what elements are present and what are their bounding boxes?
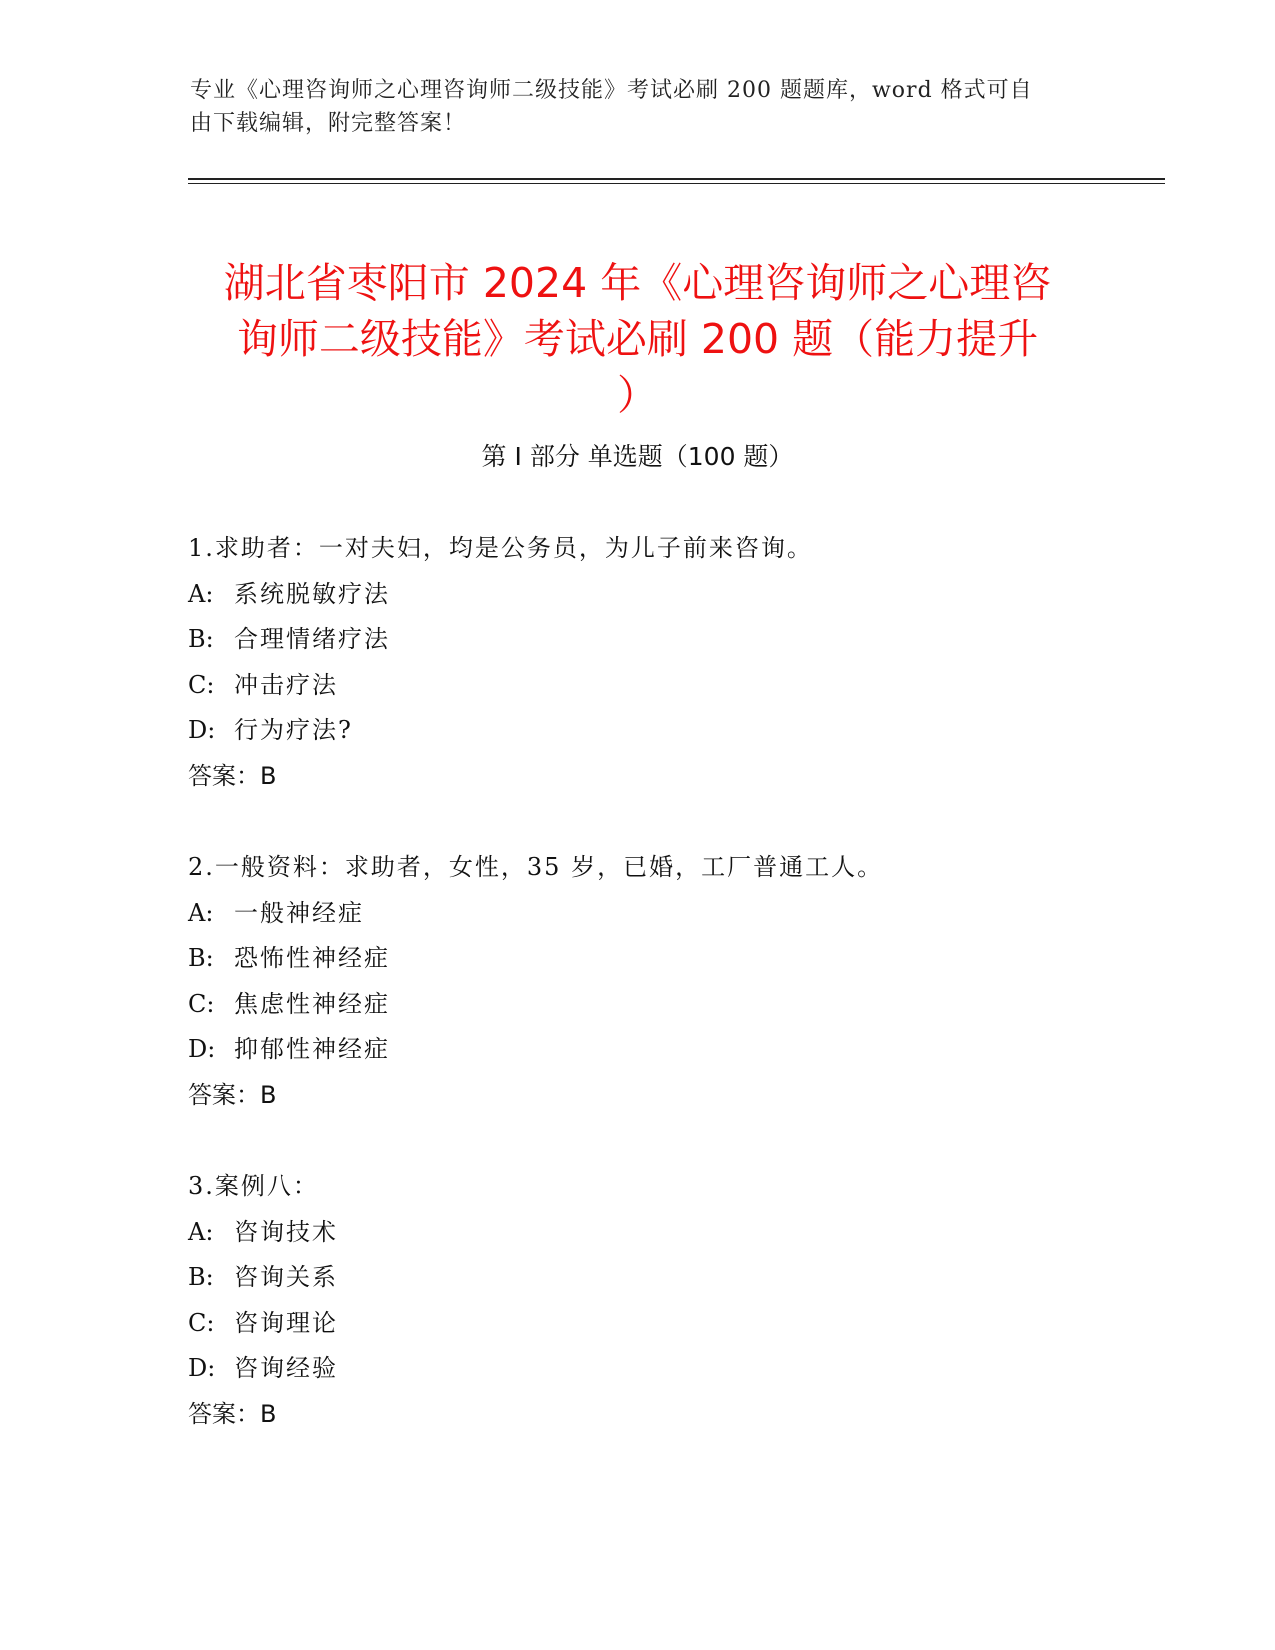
option-letter: A: bbox=[188, 579, 214, 608]
answer: 答案：B bbox=[188, 761, 277, 790]
option-c bbox=[188, 663, 1148, 709]
document-title-line-3: ） bbox=[617, 371, 658, 420]
option-c bbox=[188, 982, 1148, 1028]
question-stem: 1.求助者：一对夫妇，均是公务员，为儿子前来咨询。 bbox=[188, 534, 813, 562]
question-1 bbox=[188, 526, 1148, 799]
option-letter: A: bbox=[188, 898, 214, 927]
option-letter: B: bbox=[188, 944, 214, 972]
option-text: 冲击疗法 bbox=[234, 670, 338, 699]
question-3 bbox=[188, 1164, 1148, 1437]
option-text: 咨询理论 bbox=[234, 1308, 338, 1337]
section-title: 第 I 部分 单选题（100 题） bbox=[481, 442, 794, 471]
answer: 答案：B bbox=[188, 1399, 277, 1428]
answer: 答案：B bbox=[188, 1080, 277, 1109]
document-title bbox=[150, 255, 1125, 423]
option-a bbox=[188, 572, 1148, 618]
option-d bbox=[188, 1027, 1148, 1073]
option-letter: A: bbox=[188, 1217, 214, 1246]
option-text: 焦虑性神经症 bbox=[234, 989, 390, 1018]
option-letter: C: bbox=[188, 670, 215, 699]
option-b bbox=[188, 1255, 1148, 1301]
header-note-line-1: 专业《心理咨询师之心理咨询师二级技能》考试必刷 200 题题库，word 格式可自 bbox=[190, 78, 1033, 103]
document-title-line-1: 湖北省枣阳市 2024 年《心理咨询师之心理咨 bbox=[223, 259, 1052, 308]
option-letter: D: bbox=[188, 1354, 216, 1382]
option-text: 咨询经验 bbox=[234, 1354, 338, 1382]
option-letter: D: bbox=[188, 1035, 216, 1063]
option-letter: B: bbox=[188, 625, 214, 653]
option-b bbox=[188, 617, 1148, 663]
question-stem: 2.一般资料：求助者，女性，35 岁，已婚，工厂普通工人。 bbox=[188, 853, 884, 881]
question-2 bbox=[188, 845, 1148, 1118]
option-a bbox=[188, 1210, 1148, 1256]
question-stem: 3.案例八： bbox=[188, 1172, 319, 1200]
option-d bbox=[188, 708, 1148, 754]
option-text: 系统脱敏疗法 bbox=[234, 579, 390, 608]
option-text: 咨询技术 bbox=[234, 1217, 338, 1246]
header-divider bbox=[188, 178, 1165, 184]
option-letter: C: bbox=[188, 1308, 215, 1337]
option-a bbox=[188, 891, 1148, 937]
option-text: 恐怖性神经症 bbox=[234, 944, 390, 972]
header-note-line-2: 由下载编辑，附完整答案！ bbox=[190, 111, 467, 136]
option-text: 行为疗法? bbox=[234, 716, 353, 744]
option-text: 合理情绪疗法 bbox=[234, 625, 390, 653]
option-text: 咨询关系 bbox=[234, 1263, 338, 1291]
option-b bbox=[188, 936, 1148, 982]
option-c bbox=[188, 1301, 1148, 1347]
document-title-line-2: 询师二级技能》考试必刷 200 题（能力提升 bbox=[236, 315, 1039, 364]
header-note bbox=[190, 74, 1070, 140]
option-letter: C: bbox=[188, 989, 215, 1018]
option-text: 抑郁性神经症 bbox=[234, 1035, 390, 1063]
option-text: 一般神经症 bbox=[234, 898, 364, 927]
option-letter: D: bbox=[188, 716, 216, 744]
option-d bbox=[188, 1346, 1148, 1392]
option-letter: B: bbox=[188, 1263, 214, 1291]
